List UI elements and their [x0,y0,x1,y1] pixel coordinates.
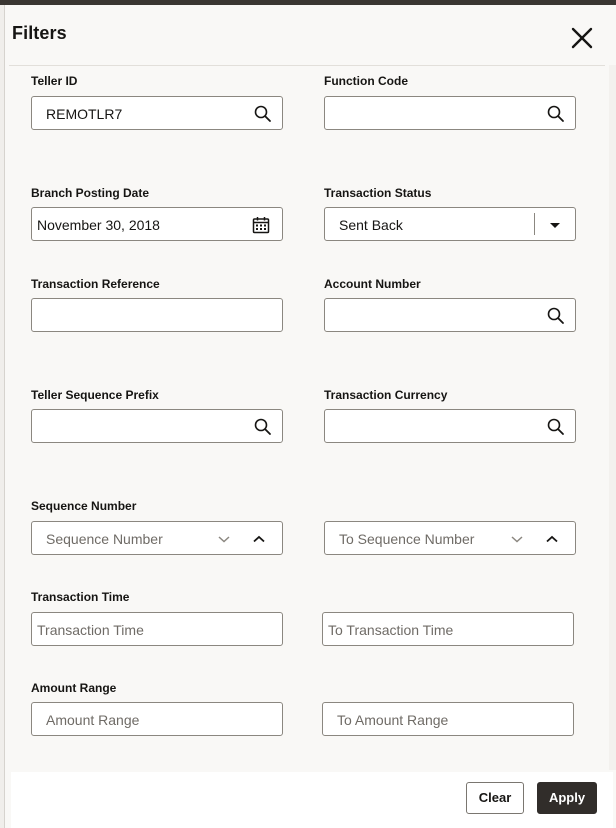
chevron-down-icon[interactable] [507,529,527,549]
transaction-time-from-input[interactable] [31,612,283,646]
dialog-title: Filters [12,23,67,43]
header-divider [9,65,605,66]
chevron-down-icon[interactable] [214,529,234,549]
teller-id-label: Teller ID [31,74,78,88]
amount-range-to-input[interactable] [322,702,574,736]
chevron-up-icon[interactable] [249,529,269,549]
to-amount-range-placeholder: To Amount Range [337,712,449,728]
function-code-input[interactable] [324,96,576,130]
search-icon[interactable] [546,306,566,326]
sequence-number-from-input[interactable] [31,521,283,555]
calendar-icon[interactable] [251,215,271,235]
transaction-time-label: Transaction Time [31,590,130,604]
search-icon[interactable] [253,417,273,437]
clear-button[interactable]: Clear [466,782,524,814]
amount-range-placeholder: Amount Range [46,712,140,728]
branch-posting-date-value: November 30, 2018 [37,217,160,233]
transaction-reference-label: Transaction Reference [31,277,160,291]
dialog-footer [11,772,613,828]
search-icon[interactable] [253,104,273,124]
sequence-number-to-input[interactable] [324,521,576,555]
sequence-number-placeholder: Sequence Number [46,531,163,547]
close-icon [567,23,597,53]
amount-range-from-input[interactable] [31,702,283,736]
select-separator [534,213,535,235]
transaction-time-placeholder: Transaction Time [37,622,144,638]
transaction-time-to-input[interactable] [322,612,574,646]
filters-dialog [4,5,616,828]
function-code-label: Function Code [324,74,408,88]
close-button[interactable] [567,23,597,53]
caret-down-icon[interactable] [545,215,565,235]
transaction-status-select[interactable] [324,207,576,241]
account-number-label: Account Number [324,277,421,291]
transaction-currency-input[interactable] [324,409,576,443]
teller-id-input[interactable] [31,96,283,130]
scrollbar[interactable] [609,65,616,770]
transaction-reference-input[interactable] [31,298,283,332]
account-number-input[interactable] [324,298,576,332]
teller-id-value: REMOTLR7 [46,106,123,122]
apply-button[interactable]: Apply [537,782,597,814]
search-icon[interactable] [546,104,566,124]
to-transaction-time-placeholder: To Transaction Time [328,622,454,638]
transaction-status-label: Transaction Status [324,186,432,200]
branch-posting-date-label: Branch Posting Date [31,186,150,200]
sequence-number-label: Sequence Number [31,499,137,513]
teller-sequence-prefix-input[interactable] [31,409,283,443]
amount-range-label: Amount Range [31,681,117,695]
search-icon[interactable] [546,417,566,437]
transaction-status-value: Sent Back [339,217,403,233]
teller-sequence-prefix-label: Teller Sequence Prefix [31,388,159,402]
transaction-currency-label: Transaction Currency [324,388,448,402]
branch-posting-date-input[interactable] [31,207,283,241]
chevron-up-icon[interactable] [542,529,562,549]
to-sequence-number-placeholder: To Sequence Number [339,531,475,547]
